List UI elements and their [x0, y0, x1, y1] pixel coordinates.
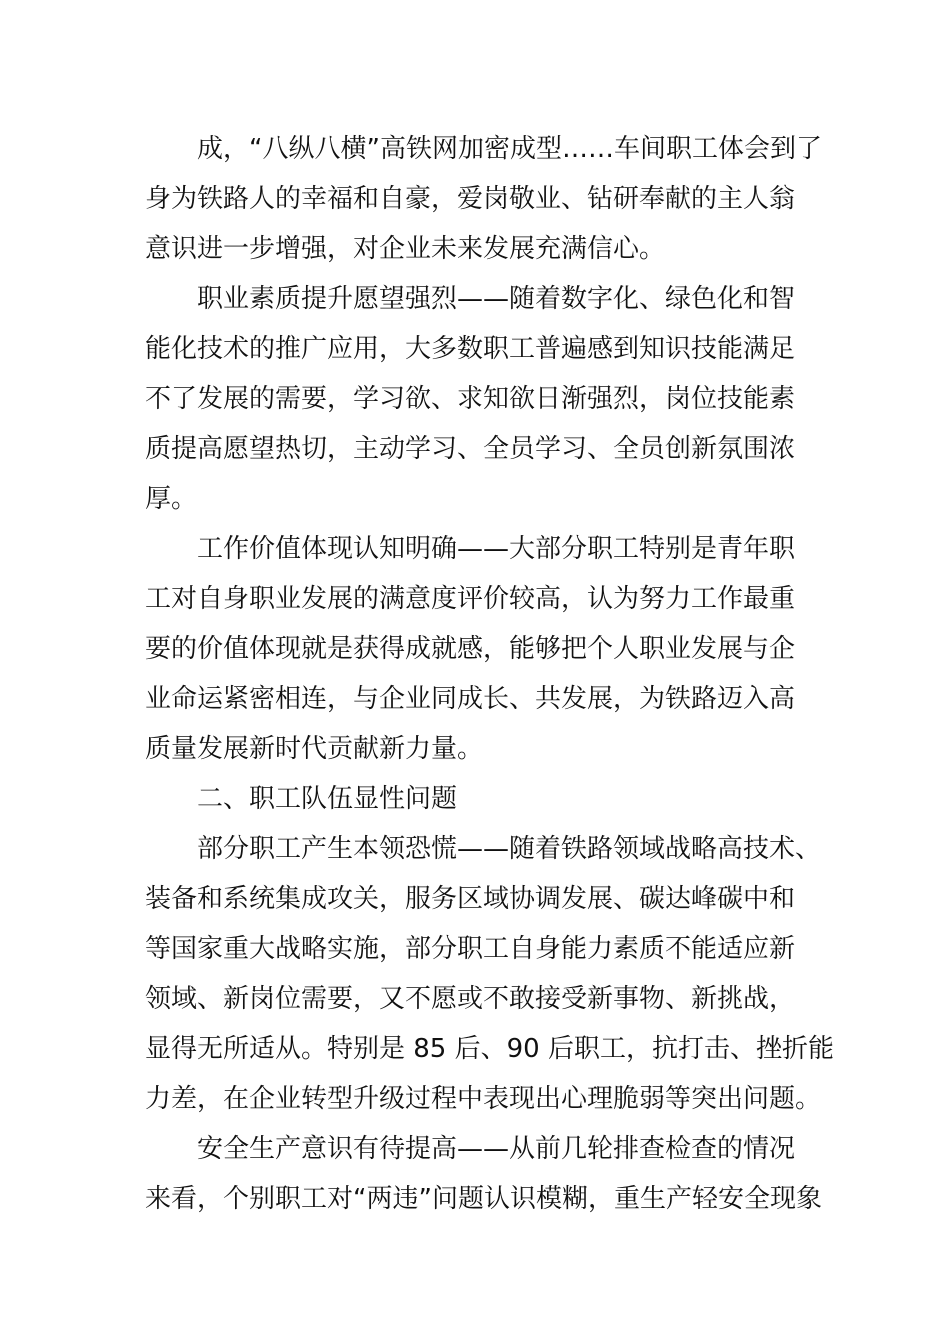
text-line: 来看，个别职工对“两违”问题认识模糊，重生产轻安全现象 [145, 1184, 822, 1214]
document-body [145, 124, 834, 1224]
text-line: 二、职工队伍显性问题 [197, 784, 458, 814]
text-line: 要的价值体现就是获得成就感，能够把个人职业发展与企 [145, 634, 796, 664]
text-line: 工作价值体现认知明确——大部分职工特别是青年职 [197, 534, 796, 564]
text-line: 能化技术的推广应用，大多数职工普遍感到知识技能满足 [145, 334, 796, 364]
text-line: 厚。 [145, 484, 198, 514]
text-line: 等国家重大战略实施，部分职工自身能力素质不能适应新 [145, 934, 796, 964]
text-line: 装备和系统集成攻关，服务区域协调发展、碳达峰碳中和 [145, 884, 796, 914]
text-line: 业命运紧密相连，与企业同成长、共发展，为铁路迈入高 [145, 684, 796, 714]
text-line: 力差，在企业转型升级过程中表现出心理脆弱等突出问题。 [145, 1084, 822, 1114]
text-line: 安全生产意识有待提高——从前几轮排查检查的情况 [197, 1134, 796, 1164]
text-line: 成，“八纵八横”高铁网加密成型……车间职工体会到了 [197, 134, 822, 164]
text-line: 领域、新岗位需要，又不愿或不敢接受新事物、新挑战， [145, 984, 796, 1014]
text-line: 质提高愿望热切，主动学习、全员学习、全员创新氛围浓 [145, 434, 796, 464]
text-line: 身为铁路人的幸福和自豪，爱岗敬业、钻研奉献的主人翁 [145, 184, 796, 214]
text-line: 不了发展的需要，学习欲、求知欲日渐强烈，岗位技能素 [145, 384, 796, 414]
text-line: 职业素质提升愿望强烈——随着数字化、绿色化和智 [197, 284, 796, 314]
text-line: 显得无所适从。特别是 85 后、90 后职工，抗打击、挫折能 [145, 1034, 834, 1064]
text-line: 质量发展新时代贡献新力量。 [145, 734, 484, 764]
text-line: 意识进一步增强，对企业未来发展充满信心。 [145, 234, 666, 264]
text-line: 部分职工产生本领恐慌——随着铁路领域战略高技术、 [197, 834, 822, 864]
text-line: 工对自身职业发展的满意度评价较高，认为努力工作最重 [145, 584, 796, 614]
